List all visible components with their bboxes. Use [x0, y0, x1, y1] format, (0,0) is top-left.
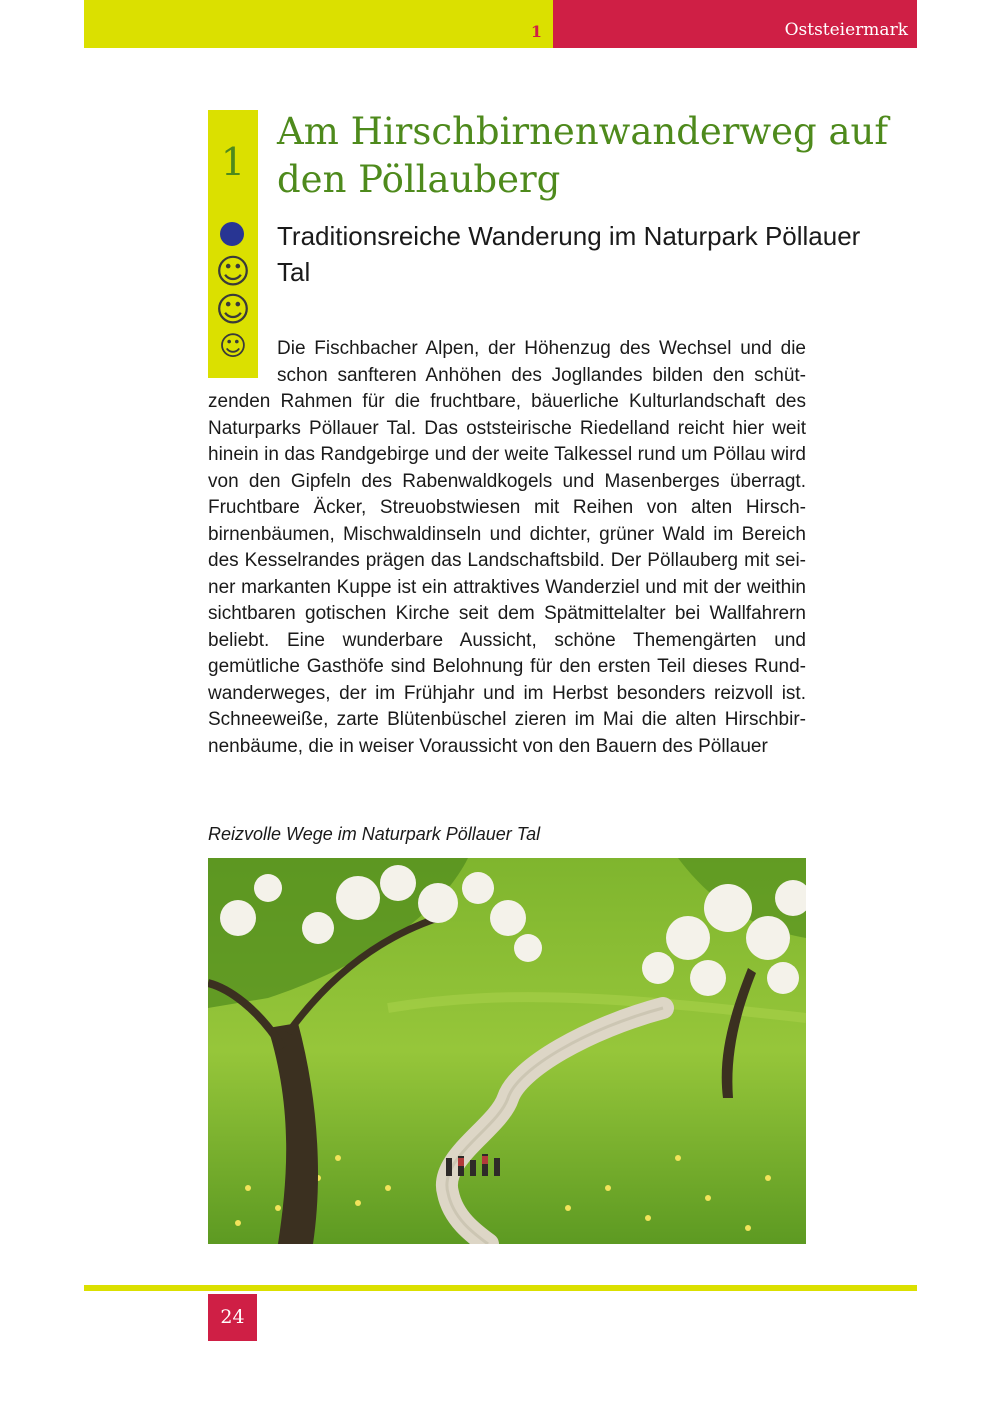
- smiley-icon: ☺: [218, 331, 248, 362]
- text-indent-spacer: [208, 336, 277, 386]
- landscape-photo: [208, 858, 806, 1244]
- page-title: Am Hirschbirnenwanderweg auf den Pöllauberg: [277, 110, 889, 201]
- header-region-label: Oststeiermark: [784, 20, 908, 40]
- page-subtitle: Traditionsreiche Wanderung im Naturpark Pöllauer Tal: [277, 221, 861, 287]
- smiley-icon: ☺: [215, 252, 251, 292]
- body-text: [208, 336, 806, 760]
- difficulty-circle-icon: [220, 222, 244, 246]
- body-paragraph: Die Fischbacher Alpen, der Höhenzug des Wechsel und die schon sanfteren Anhöhen des Jogllandes bilden den schützenden Rahmen für die fruchtbare, bäuerliche Kulturlandschaft des Naturparks Pöllauer Tal. Das oststeirische Riedelland reicht hier weit hinein in das Randgebirge und der weite Talkessel rund um Pöllau wird von den Gipfeln des Rabenwaldkogels und Masenberges überragt. Fruchtbare Äcker, Streuobstwiesen mit Reihen von alten Hirschbirnenbäumen, Mischwaldinseln und dichter, grüner Wald im Bereich des Kesselrandes prägen das Landschaftsbild. Der Pöllauberg mit seiner markanten Kuppe ist ein attraktives Wanderziel und mit der weithin sichtbaren gotischen Kirche seit dem Spätmittelalter bei Wallfahrern beliebt. Eine wunderbare Aussicht, schöne Themengärten und gemütliche Gasthöfe sind Belohnung für den ersten Teil dieses Rundwanderweges, der im Frühjahr und im Herbst besonders reizvoll ist. Schneeweiße, zarte Blütenbüschel zieren im Mai die alten Hirschbirnenbäume, die in weiser Voraussicht von den Bauern des Pöllauer: [208, 338, 806, 757]
- photo-caption: Reizvolle Wege im Naturpark Pöllauer Tal: [208, 824, 541, 844]
- header-band-yellow: [84, 0, 553, 48]
- page-number: 24: [220, 1306, 245, 1328]
- tour-number: 1: [220, 140, 246, 184]
- footer-rule: [84, 1285, 917, 1291]
- header-chapter-number: 1: [530, 22, 543, 41]
- smiley-icon: ☺: [215, 290, 251, 330]
